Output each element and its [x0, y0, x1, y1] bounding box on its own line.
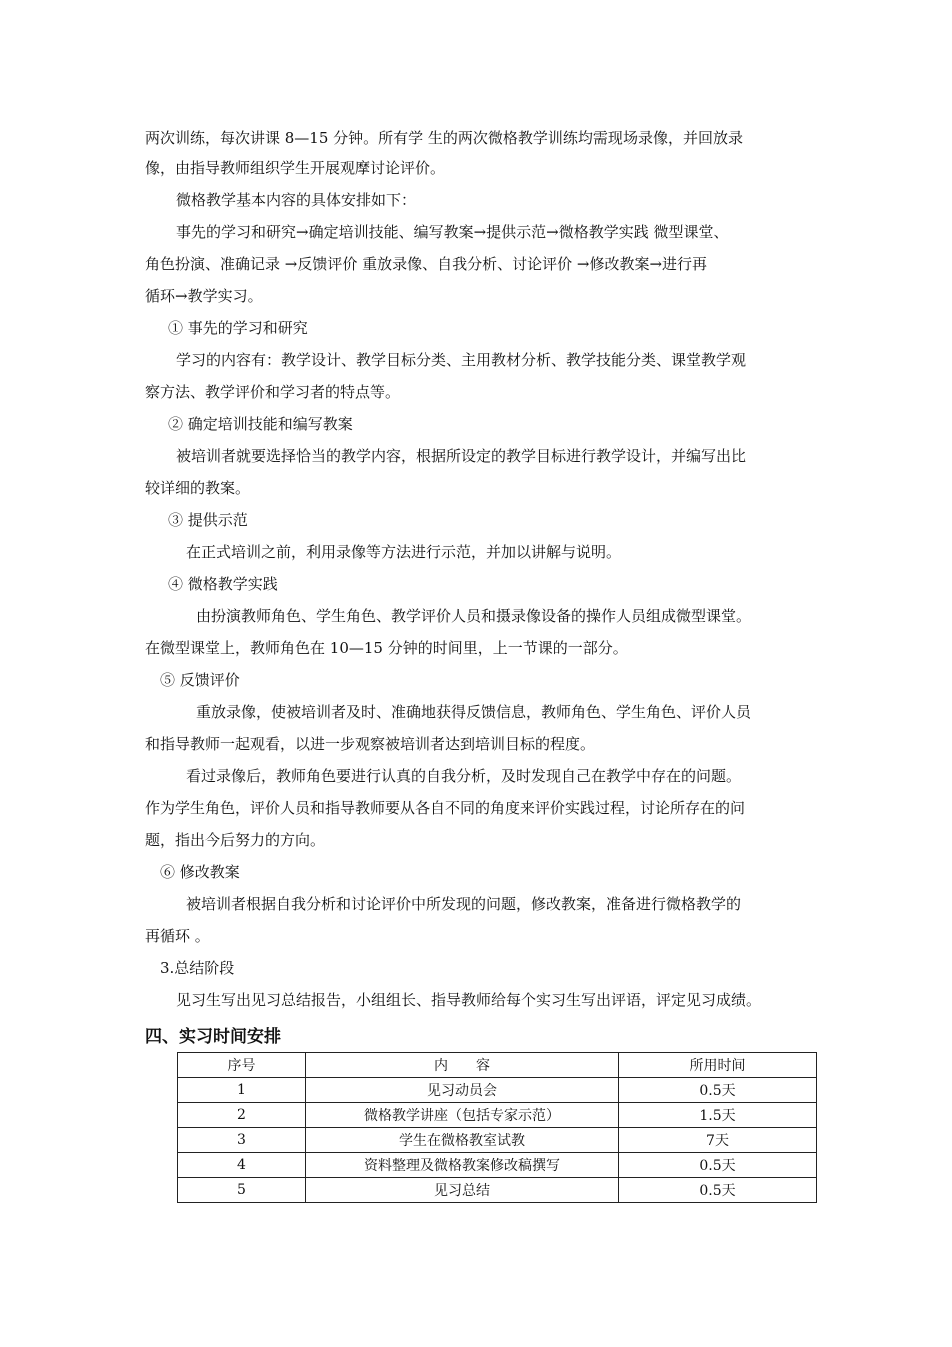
schedule-table [177, 1052, 817, 1203]
table-cell-index: 5 [178, 1178, 306, 1203]
body-text-line: 和指导教师一起观看，以进一步观察被培训者达到培训目标的程度。 [145, 735, 596, 753]
body-text-line: 事先的学习和研究→确定培训技能、编写教案→提供示范→微格教学实践 微型课堂、 [176, 223, 729, 241]
body-text-line: 角色扮演、准确记录 →反馈评价 重放录像、自我分析、讨论评价 →修改教案→进行再 [145, 255, 708, 273]
table-cell-index: 2 [178, 1103, 306, 1128]
column-header-duration: 所用时间 [619, 1053, 817, 1078]
body-text-line: 学习的内容有：教学设计、教学目标分类、主用教材分析、教学技能分类、课堂教学观 [176, 351, 747, 369]
subsection-title: ③ 提供示范 [168, 511, 248, 529]
subsection-title: ⑤ 反馈评价 [160, 671, 240, 689]
body-text-line: 再循环 。 [145, 927, 210, 945]
subsection-title: ⑥ 修改教案 [160, 863, 240, 881]
subsection-title: ① 事先的学习和研究 [168, 319, 308, 337]
body-text-line: 两次训练，每次讲课 8—15 分钟。所有学 生的两次微格教学训练均需现场录像，并回放录 [145, 129, 743, 147]
table-cell-duration: 0.5天 [619, 1178, 817, 1203]
table-cell-duration: 0.5天 [619, 1078, 817, 1103]
table-cell-duration: 0.5天 [619, 1153, 817, 1178]
table-cell-index: 4 [178, 1153, 306, 1178]
section-heading: 四、实习时间安排 [145, 1027, 281, 1047]
table-row [178, 1178, 817, 1203]
body-text-line: 被培训者就要选择恰当的教学内容，根据所设定的教学目标进行教学设计，并编写出比 [176, 447, 747, 465]
table-cell-index: 1 [178, 1078, 306, 1103]
table-cell-content: 见习总结 [306, 1178, 619, 1203]
column-header-index: 序号 [178, 1053, 306, 1078]
table-row [178, 1153, 817, 1178]
body-text-line: 在正式培训之前，利用录像等方法进行示范，并加以讲解与说明。 [186, 543, 622, 561]
table-cell-duration: 7天 [619, 1128, 817, 1153]
body-text-line: 作为学生角色，评价人员和指导教师要从各自不同的角度来评价实践过程，讨论所存在的问 [145, 799, 746, 817]
table-cell-content: 微格教学讲座（包括专家示范） [306, 1103, 619, 1128]
table-row [178, 1103, 817, 1128]
table-cell-content: 见习动员会 [306, 1078, 619, 1103]
table-cell-duration: 1.5天 [619, 1103, 817, 1128]
body-text-line: 题，指出今后努力的方向。 [145, 831, 326, 849]
body-text-line: 重放录像，使被培训者及时、准确地获得反馈信息，教师角色、学生角色、评价人员 [196, 703, 752, 721]
body-text-line: 微格教学基本内容的具体安排如下： [176, 191, 417, 209]
table-cell-content: 资料整理及微格教案修改稿撰写 [306, 1153, 619, 1178]
body-text-line: 像，由指导教师组织学生开展观摩讨论评价。 [145, 159, 446, 177]
body-text-line: 见习生写出见习总结报告，小组组长、指导教师给每个实习生写出评语，评定见习成绩。 [176, 991, 762, 1009]
table-row [178, 1128, 817, 1153]
body-text-line: 被培训者根据自我分析和讨论评价中所发现的问题，修改教案，准备进行微格教学的 [186, 895, 742, 913]
table-cell-index: 3 [178, 1128, 306, 1153]
body-text-line: 循环→教学实习。 [145, 287, 263, 305]
subsection-title: ② 确定培训技能和编写教案 [168, 415, 353, 433]
table-row [178, 1078, 817, 1103]
body-text-line: 由扮演教师角色、学生角色、教学评价人员和摄录像设备的操作人员组成微型课堂。 [196, 607, 752, 625]
table-cell-content: 学生在微格教室试教 [306, 1128, 619, 1153]
body-text-line: 较详细的教案。 [145, 479, 251, 497]
column-header-content: 内 容 [306, 1053, 619, 1078]
subsection-title: 3.总结阶段 [160, 959, 235, 977]
table-header-row [178, 1053, 817, 1078]
body-text-line: 在微型课堂上，教师角色在 10—15 分钟的时间里，上一节课的一部分。 [145, 639, 628, 657]
subsection-title: ④ 微格教学实践 [168, 575, 278, 593]
body-text-line: 看过录像后，教师角色要进行认真的自我分析，及时发现自己在教学中存在的问题。 [186, 767, 742, 785]
body-text-line: 察方法、教学评价和学习者的特点等。 [145, 383, 401, 401]
